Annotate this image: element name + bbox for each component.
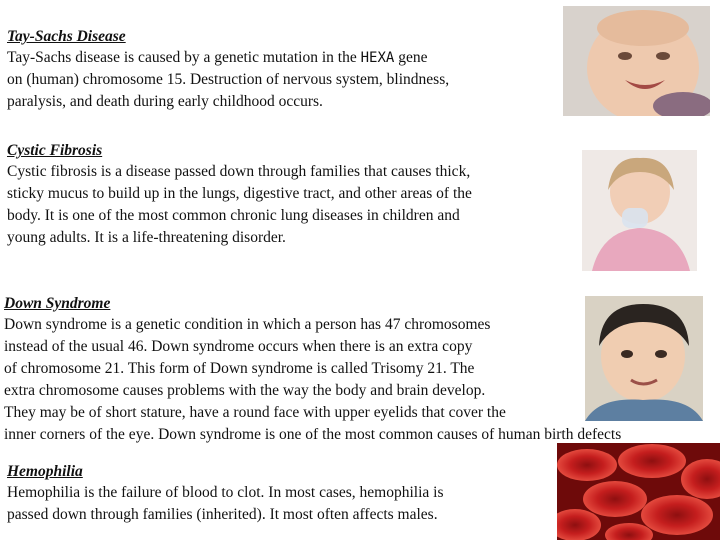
heading-hemophilia: Hemophilia xyxy=(7,463,83,480)
hexa-gene: HEXA xyxy=(360,50,395,66)
heading-cystic-fibrosis: Cystic Fibrosis xyxy=(7,142,103,159)
section-tay-sachs xyxy=(7,27,449,113)
section-cystic-fibrosis xyxy=(7,141,472,249)
tay-sachs-line-2: on (human) chromosome 15. Destruction of nervous system, blindness, xyxy=(7,71,450,88)
heading-down-syndrome: Down Syndrome xyxy=(4,295,111,312)
heading-tay-sachs: Tay-Sachs Disease xyxy=(7,28,126,45)
baby-smiling-photo xyxy=(563,6,710,116)
section-hemophilia xyxy=(7,462,444,526)
red-blood-cells-image xyxy=(557,443,720,540)
paragraph-hemophilia: Hemophilia is the failure of blood to clot. In most cases, hemophilia is passed down through families (inherited). It most often affects males. xyxy=(7,484,444,523)
tay-sachs-line-1: Tay-Sachs disease is caused by a genetic mutation in the HEXA gene xyxy=(7,49,428,66)
tay-sachs-line-3: paralysis, and death during early childhood occurs. xyxy=(7,93,323,110)
section-down-syndrome xyxy=(4,294,621,446)
paragraph-tay-sachs xyxy=(7,47,449,113)
boy-photo xyxy=(585,296,703,421)
child-with-nebulizer-photo xyxy=(582,150,697,271)
paragraph-cystic-fibrosis: Cystic fibrosis is a disease passed down through families that causes thick, sticky mucus to build up in the lungs, digestive tract, and other areas of the body. It is one of the most common chronic lung diseases in children and young adults. It is a life-threatening disorder. xyxy=(7,163,472,246)
paragraph-down-syndrome: Down syndrome is a genetic condition in which a person has 47 chromosomes instead of the usual 46. Down syndrome occurs when there is an extra copy of chromosome 21. This form of Down syndrome is called Trisomy 21. The extra chromosome causes problems with the way the body and brain develop. They may be of short stature, have a round face with upper eyelids that cover the inner corners of the eye. Down syndrome is one of the most common causes of human birth defects xyxy=(4,316,622,443)
